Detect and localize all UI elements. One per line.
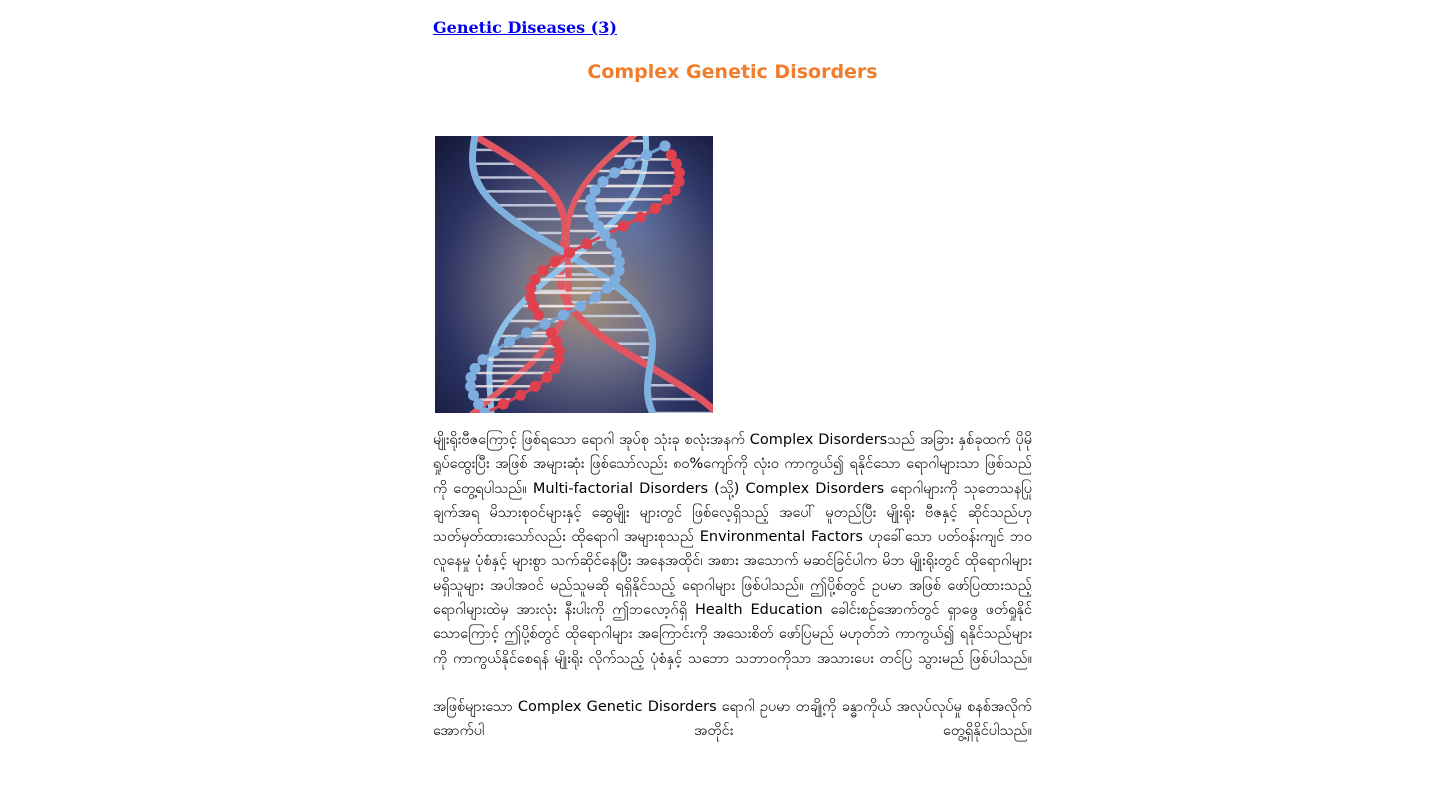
article-paragraph-2: အဖြစ်များသော Complex Genetic Disorders ရောဂါ ဥပမာ တချို့ကို ခန္ဓာကိုယ် အလုပ်လုပ်မှု စနစ်အလိုက် အောက်ပါ အတိုင်း တွေ့ရှိနိုင်ပါသည်။: [433, 698, 1032, 740]
article-page: [433, 14, 1032, 744]
article-paragraph-1: မျိုးရိုးဗီဇကြောင့် ဖြစ်ရသော ရောဂါ အုပ်စု သုံးခု စလုံးအနက် Complex Disordersသည် အခြား နှစ်ခုထက် ပိုမို ရှုပ်ထွေးပြီး အဖြစ် အများဆုံး ဖြစ်သော်လည်း ၈၀%ကျော်ကို လုံး၀ ကာကွယ်၍ ရနိုင်သော ရောဂါများသာ ဖြစ်သည်ကို တွေ့ရပါသည်။ Multi-factorial Disorders (သို့) Complex Disorders ရောဂါများကို သုတေသနပြုချက်အရ မိသားစုဝင်များနှင့် ဆွေမျိုး များတွင် ဖြစ်လေ့ရှိသည့် အပေါ် မူတည်ပြီး မျိုးရိုး ဗီဇနှင့် ဆိုင်သည်ဟု သတ်မှတ်ထားသော်လည်း ထိုရောဂါ အများစုသည် Environmental Factors ဟုခေါ်သော ပတ်ဝန်းကျင် ဘဝ လူနေမှု ပုံစံနှင့် များစွာ သက်ဆိုင်နေပြီး အနေအထိုင်၊ အစား အသောက် မဆင်ခြင်ပါက မိဘ မျိုးရိုးတွင် ထိုရောဂါများ မရှိသူများ အပါအဝင် မည်သူမဆို ရရှိနိုင်သည့် ရောဂါများ ဖြစ်ပါသည်။ ဤပို့စ်တွင် ဥပမာ အဖြစ် ဖော်ပြထားသည့် ရောဂါများထဲမှ အားလုံး နီးပါးကို ဤဘလော့ဂ်ရှိ Health Education ခေါင်းစဉ်အောက်တွင် ရှာဖွေ ဖတ်ရှုနိုင်သောကြောင့် ဤပို့စ်တွင် ထိုရောဂါများ အကြောင်းကို အသေးစိတ် ဖော်ပြမည် မဟုတ်ဘဲ ကာကွယ်၍ ရနိုင်သည်များကို ကာကွယ်နိုင်စေရန် မျိုးရိုး လိုက်သည့် ပုံစံနှင့် သဘော သဘာဝကိုသာ အသားပေး တင်ပြ သွားမည် ဖြစ်ပါသည်။: [433, 432, 1032, 667]
dna-helix-image: [435, 136, 713, 413]
page-title: Complex Genetic Disorders: [587, 61, 878, 83]
genetic-diseases-3-link[interactable]: Genetic Diseases (3): [433, 18, 617, 37]
dna-helix-icon: [435, 136, 713, 413]
